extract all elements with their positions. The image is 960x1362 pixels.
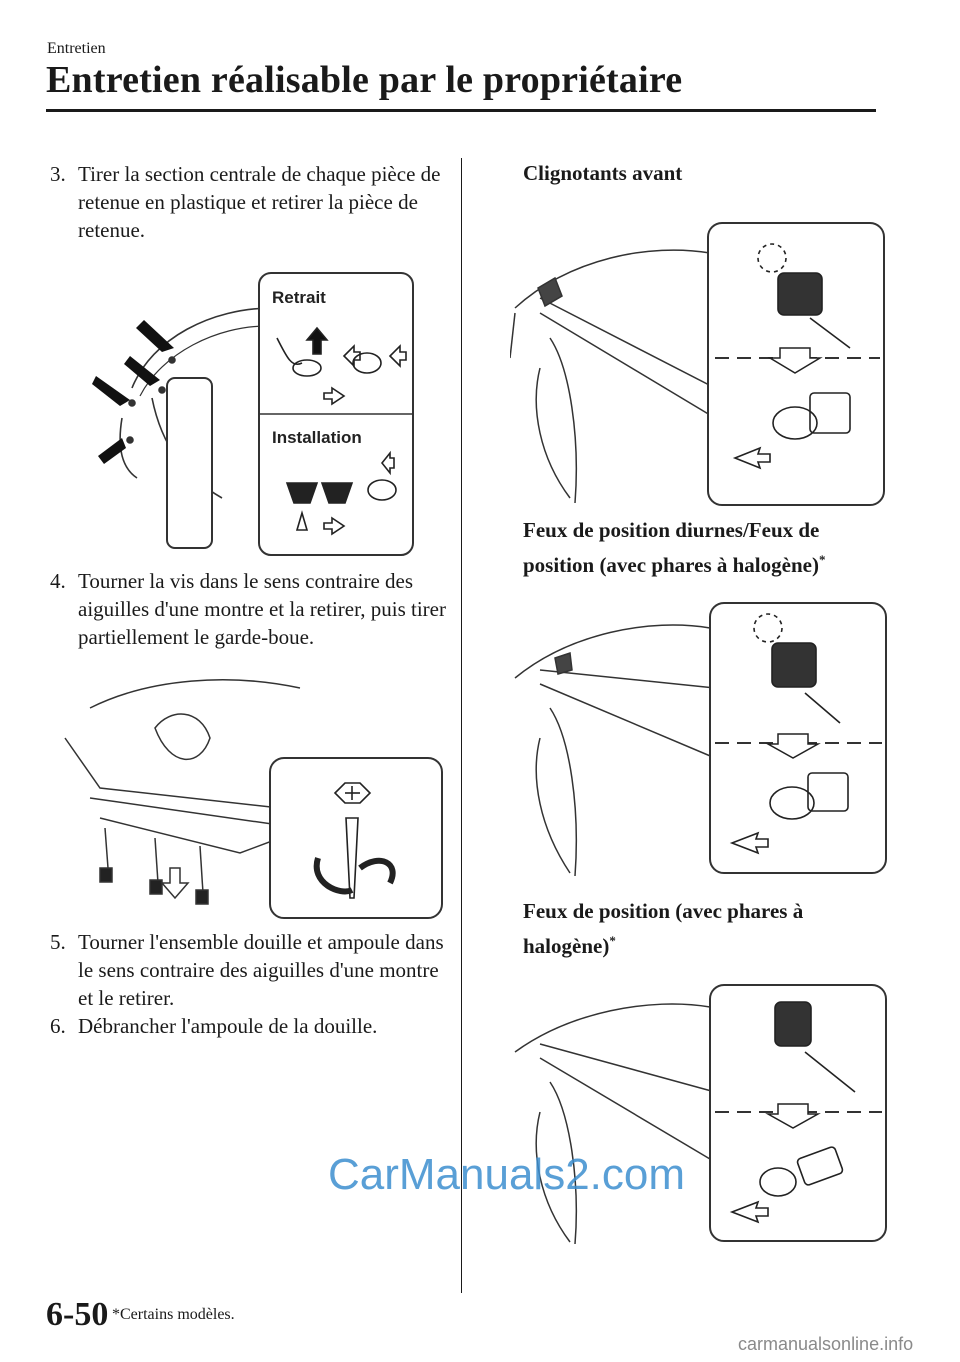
heading-daytime-running-lights-text: Feux de position diurnes/Feux de position (avec phares à halogène) [523, 518, 820, 577]
step-number: 3. [50, 162, 66, 186]
asterisk: * [609, 933, 616, 948]
step-number: 4. [50, 569, 66, 593]
section-label: Entretien [47, 40, 106, 57]
page-number: 6-50 [46, 1296, 109, 1333]
heading-position-lights [523, 896, 873, 961]
step-5 [50, 928, 450, 1018]
label-installation: Installation [272, 428, 362, 447]
page-title: Entretien réalisable par le propriétaire [46, 59, 683, 101]
step-3 [50, 160, 450, 250]
front-turn-signal-figure [510, 218, 888, 508]
footnote: *Certains modèles. [112, 1306, 235, 1323]
step-number: 5. [50, 930, 66, 954]
heading-position-lights-text: Feux de position (avec phares à halogène) [523, 899, 804, 958]
title-rule [46, 109, 876, 112]
screw-removal-figure [60, 668, 445, 920]
column-divider [461, 158, 462, 1293]
watermark-site: carmanualsonline.info [738, 1334, 914, 1354]
heading-front-turn-signals: Clignotants avant [523, 161, 683, 185]
retainer-removal-figure [92, 268, 417, 560]
step-6 [50, 1012, 450, 1042]
step-text: Débrancher l'ampoule de la douille. [78, 1014, 378, 1038]
daytime-running-light-figure [510, 598, 888, 878]
watermark-carmanuals: CarManuals2.com [328, 1150, 686, 1199]
step-text: Tourner l'ensemble douille et ampoule dans le sens contraire des aiguilles d'une montre et le retirer. [78, 930, 444, 1010]
step-text: Tirer la section centrale de chaque pièce de retenue en plastique et retirer la pièce de retenue. [78, 162, 441, 242]
step-number: 6. [50, 1014, 66, 1038]
label-removal: Retrait [272, 288, 326, 307]
step-text: Tourner la vis dans le sens contraire des aiguilles d'une montre et la retirer, puis tirer partiellement le garde-boue. [78, 569, 446, 649]
step-4 [50, 567, 450, 657]
heading-daytime-running-lights [523, 515, 883, 580]
asterisk: * [818, 552, 826, 567]
position-light-figure [510, 982, 888, 1244]
